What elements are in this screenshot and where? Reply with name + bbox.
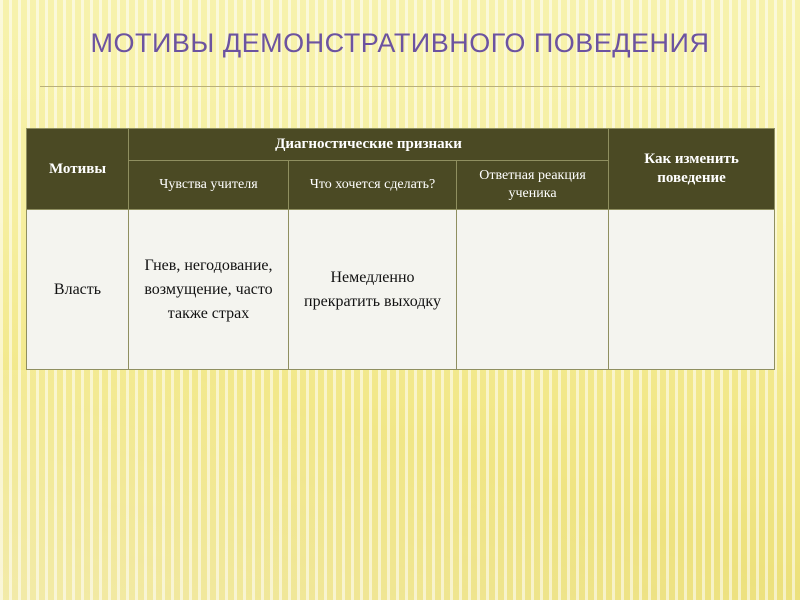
title-divider bbox=[40, 86, 760, 87]
cell-what-to-do: Немедленно прекратить выходку bbox=[289, 210, 457, 370]
column-header-teacher-feelings: Чувства учителя bbox=[129, 160, 289, 209]
table-body bbox=[27, 210, 775, 370]
table-container bbox=[26, 128, 774, 370]
title-block bbox=[50, 26, 750, 60]
cell-student-reaction bbox=[457, 210, 609, 370]
column-header-what-to-do: Что хочется сделать? bbox=[289, 160, 457, 209]
table-row bbox=[27, 210, 775, 370]
column-header-motives: Мотивы bbox=[27, 129, 129, 210]
table-header-row-1 bbox=[27, 129, 775, 161]
cell-motive: Власть bbox=[27, 210, 129, 370]
column-header-student-reaction: Ответная реакция ученика bbox=[457, 160, 609, 209]
column-header-how-to-change: Как изменить поведение bbox=[609, 129, 775, 210]
page-title: МОТИВЫ ДЕМОНСТРАТИВНОГО ПОВЕДЕНИЯ bbox=[90, 28, 710, 58]
table-header bbox=[27, 129, 775, 210]
column-group-header-diagnostic-signs: Диагностические признаки bbox=[129, 129, 609, 161]
cell-teacher-feelings: Гнев, негодование, возмущение, часто также страх bbox=[129, 210, 289, 370]
motives-table bbox=[26, 128, 775, 370]
cell-how-to-change bbox=[609, 210, 775, 370]
